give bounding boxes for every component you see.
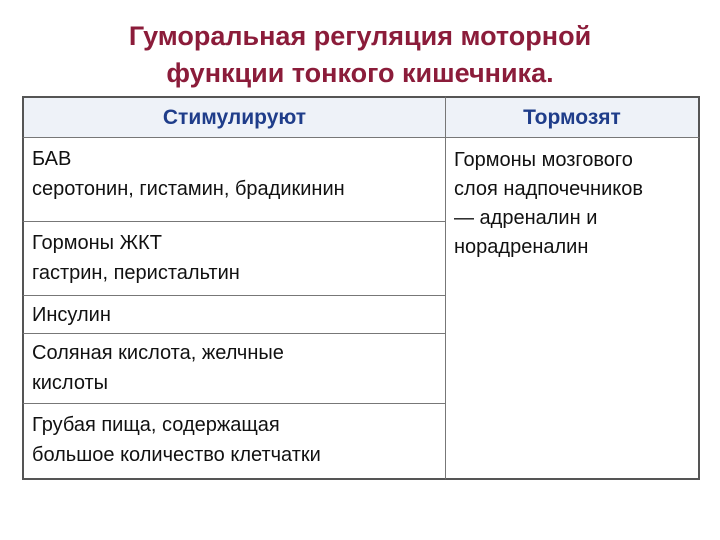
row-detail: гастрин, перистальтин: [32, 262, 240, 284]
row-heading: Соляная кислота, желчные: [32, 342, 284, 364]
title-line-2: функции тонкого кишечника.: [166, 58, 554, 88]
stimulate-row-bav: [22, 138, 446, 222]
inhibit-cell: [446, 138, 700, 480]
row-detail: серотонин, гистамин, брадикинин: [32, 178, 345, 200]
row-heading: Грубая пища, содержащая: [32, 414, 280, 436]
row-detail: кислоты: [32, 372, 109, 394]
inhibit-line: слоя надпочечников: [454, 178, 643, 200]
title-line-1: Гуморальная регуляция моторной: [128, 21, 592, 51]
row-detail: большое количество клетчатки: [32, 444, 321, 466]
stimulate-row-acids: [22, 334, 446, 404]
header-inhibit: Тормозят: [446, 96, 700, 138]
stimulate-row-gi-hormones: [22, 222, 446, 296]
inhibit-line: норадреналин: [454, 236, 589, 258]
row-heading: БАВ: [32, 148, 72, 170]
inhibit-line: Гормоны мозгового: [454, 149, 633, 171]
row-heading: Инсулин: [32, 304, 111, 326]
page-title: [0, 18, 720, 92]
inhibit-line: — адреналин и: [454, 207, 598, 229]
row-heading: Гормоны ЖКТ: [32, 232, 162, 254]
stimulate-row-fiber: [22, 404, 446, 480]
stimulate-row-insulin: [22, 296, 446, 334]
header-stimulate: Стимулируют: [22, 96, 446, 138]
